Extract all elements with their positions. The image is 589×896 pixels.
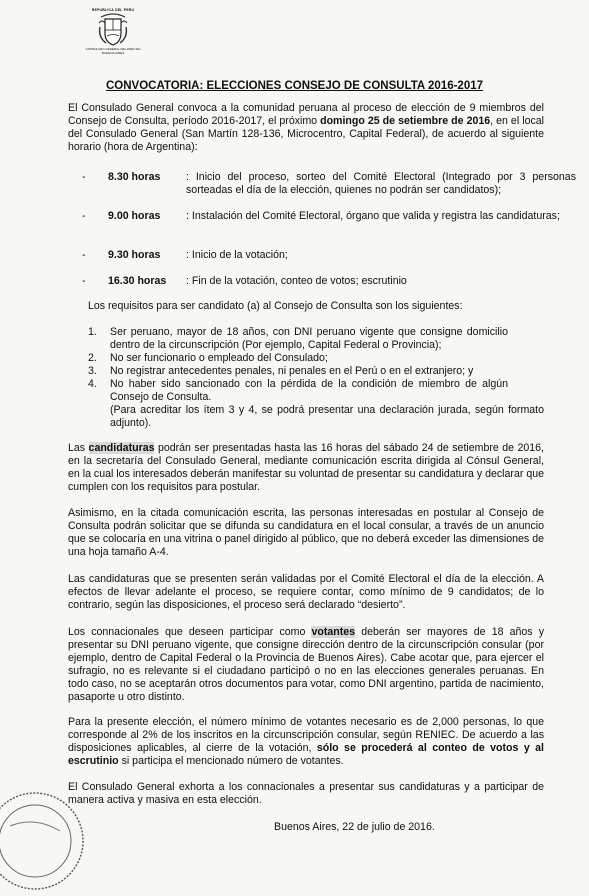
requirement-item xyxy=(88,378,508,404)
requirement-text: No haber sido sancionado con la pérdida de la condición de miembro de algún Consejo de Consulta. xyxy=(110,378,508,403)
votantes-highlight: votantes xyxy=(311,626,356,638)
intro-text-a: El Consulado General convoca a la comunidad peruana al proceso de elección de 9 miembros del Consejo de Consulta, período 2016-2017, el próximo xyxy=(68,102,544,127)
candidaturas-text-b: podrán ser presentadas hasta las 16 horas del sábado 24 de setiembre de 2016, en la secretaría del Consulado General, mediante comunicación escrita dirigida al Cónsul General, en la cual los interesados deberán manifestar su voluntad de presentar su candidatura y declarar que cumplen con los requisitos para postular. xyxy=(68,442,544,493)
minimo-text-a: Para la presente elección, el número mínimo de votantes necesario es de 2,000 personas, lo que corresponde al 2% de los inscritos en la circunscripción consular, según RENIEC. De acuerdo a las disposiciones aplicables, al cierre de la votación, xyxy=(68,716,544,754)
requirement-item xyxy=(88,365,508,378)
schedule-item xyxy=(82,275,552,288)
candidaturas-paragraph xyxy=(68,442,544,494)
seal-top-text: REPUBLICA DEL PERU xyxy=(91,8,135,12)
schedule-desc: : Fin de la votación, conteo de votos; escrutinio xyxy=(186,275,407,287)
exhorta-paragraph: El Consulado General exhorta a los connacionales a presentar sus candidaturas y a participar de manera activa y masiva en esta elección. xyxy=(68,781,544,806)
schedule-time: 9.30 horas xyxy=(108,249,161,261)
schedule-desc: : Instalación del Comité Electoral, órgano que valida y registra las candidaturas; xyxy=(186,210,560,222)
schedule-dash: - xyxy=(82,275,86,287)
page-title: CONVOCATORIA: ELECCIONES CONSEJO DE CONSULTA 2016-2017 xyxy=(105,80,484,92)
requirement-number: 3. xyxy=(88,365,97,377)
place-date: Buenos Aires, 22 de julio de 2016. xyxy=(274,821,435,833)
schedule-dash: - xyxy=(82,171,86,183)
minimo-text-b: si participa el mencionado número de votantes. xyxy=(118,755,344,767)
votantes-text-b: deberán ser mayores de 18 años y presentar su DNI peruano vigente, que consigne dirección dentro de la circunscripción consular (por ejemplo, dentro de Capital Federal o la Provincia de Buenos Aires). Cabe acotar que, para ejercer el sufragio, no es relevante si el ciudadano participó o no en las elecciones generales peruanas. En todo caso, no se aceptarán otros documentos para votar, como DNI argentino, partida de nacimiento, pasaporte u otro distinto. xyxy=(68,626,544,703)
intro-date: domingo 25 de setiembre de 2016 xyxy=(320,115,491,127)
requirement-item xyxy=(88,352,508,365)
schedule-item xyxy=(82,249,552,262)
intro-text-b: , en el local del Consulado General (San Martín 128-136, Microcentro, Capital Federal), de acuerdo al siguiente horario (hora de Argentina): xyxy=(68,115,545,153)
requirements-note: (Para acreditar los ítem 3 y 4, se podrá presentar una declaración jurada, según formato adjunto). xyxy=(110,404,544,429)
requirement-text: No ser funcionario o empleado del Consulado; xyxy=(110,352,328,364)
candidaturas-highlight: candidaturas xyxy=(88,442,155,454)
requirement-item xyxy=(88,326,508,352)
schedule-desc: : Inicio de la votación; xyxy=(186,249,288,261)
intro-paragraph xyxy=(68,102,544,154)
validadas-paragraph: Las candidaturas que se presenten serán validadas por el Comité Electoral el día de la elección. A efectos de llevar adelante el proceso, se requiere contar, como mínimo de 9 candidatos; de lo contrario, según las disposiciones, el proceso será declarado “desierto”. xyxy=(68,573,544,611)
requirement-number: 2. xyxy=(88,352,97,364)
requirement-text: No registrar antecedentes penales, ni penales en el Perú o en el extranjero; y xyxy=(110,365,474,377)
minimo-paragraph xyxy=(68,716,544,768)
candidaturas-text-a: Las xyxy=(68,442,89,454)
requirements-intro: Los requisitos para ser candidato (a) al Consejo de Consulta son los siguientes: xyxy=(88,300,463,312)
schedule-dash: - xyxy=(82,210,86,222)
consulate-stamp-icon xyxy=(0,786,90,896)
schedule-dash: - xyxy=(82,249,86,261)
schedule-time: 9.00 horas xyxy=(108,210,161,222)
votantes-text-a: Los connacionales que deseen participar como xyxy=(68,626,312,638)
seal-bottom-text: CONSULADO GENERAL DEL PERU EN BUENOS AIRES xyxy=(85,47,141,55)
minimo-bold: sólo se procederá al conteo de votos y al escrutinio xyxy=(68,742,544,767)
shield-icon xyxy=(98,13,128,47)
schedule-item xyxy=(82,171,576,197)
requirement-number: 4. xyxy=(88,378,97,390)
schedule-time: 8.30 horas xyxy=(108,171,161,183)
requirement-number: 1. xyxy=(88,326,97,338)
asimismo-paragraph: Asimismo, en la citada comunicación escrita, las personas interesadas en postular al Consejo de Consulta podrán solicitar que se difunda su candidatura en el local consular, a través de un anuncio que se colocaría en una vitrina o panel dirigido al público, que no deberá exceder las dimensiones de una hoja tamaño A-4. xyxy=(68,507,544,558)
schedule-time: 16.30 horas xyxy=(108,275,167,287)
schedule-desc: : Inicio del proceso, sorteo del Comité Electoral (Integrado por 3 personas sorteadas el día de la elección, quienes no podrán ser candidatos); xyxy=(186,171,576,196)
votantes-paragraph xyxy=(68,626,544,704)
requirement-text: Ser peruano, mayor de 18 años, con DNI peruano vigente que consigne domicilio dentro de la circunscripción (Por ejemplo, Capital Federal o Provincia); xyxy=(110,326,508,351)
coat-of-arms xyxy=(84,8,142,62)
schedule-item xyxy=(82,210,560,236)
